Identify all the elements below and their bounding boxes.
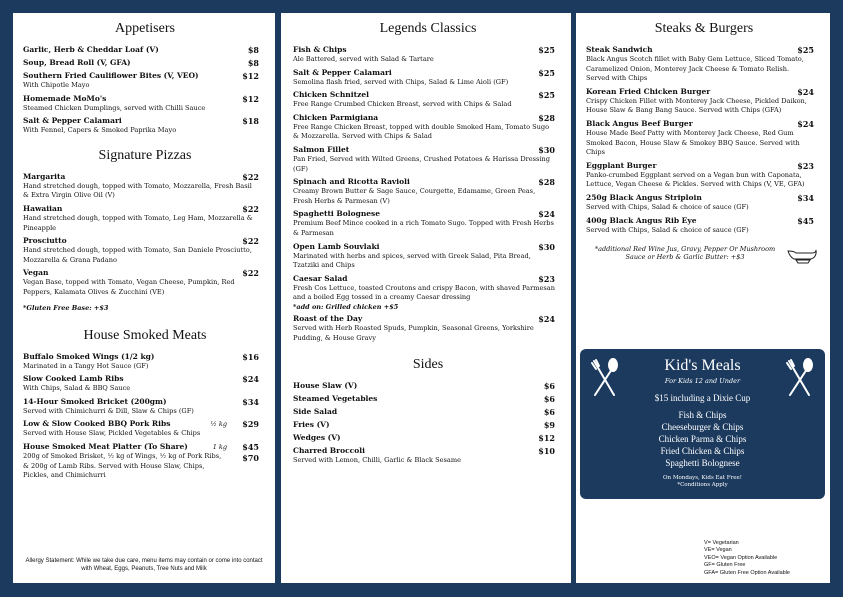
menu-item-description: Panko-crumbed Eggplant served on a Vegan bun with Caponata, Lettuce, Vegan Cheese & Pickles. Served with Chips (V, VE, GFA) <box>586 170 805 189</box>
sauce-note: *additional Red Wine Jus, Gravy, Pepper Or Mushroom Sauce or Herb & Garlic Butter: +$3 <box>594 245 776 262</box>
menu-item-name: Charred Broccoli <box>293 446 365 456</box>
menu-item <box>23 116 267 136</box>
legend-item: GFA= Gluten Free Option Available <box>704 569 790 576</box>
menu-item-name: Roast of the Day <box>293 313 363 323</box>
menu-item-description: Served with Herb Roasted Spuds, Pumpkin, Seasonal Greens, Yorkshire Pudding, & House Gravy <box>293 323 534 342</box>
menu-item <box>293 177 563 206</box>
menu-item-name: Salt & Pepper Calamari <box>293 67 392 77</box>
menu-item-price: $45 <box>242 441 259 452</box>
pizzas-list <box>23 172 267 298</box>
legends-list <box>293 45 563 343</box>
menu-item <box>23 236 267 265</box>
menu-item <box>586 87 822 116</box>
menu-item-description: Vegan Base, topped with Tomato, Vegan Cheese, Pumpkin, Red Peppers, Kalamata Olives & Zucchini (VE) <box>23 278 235 296</box>
menu-item-description: Premium Beef Mince cooked in a rich Tomato Sugo. Topped with Fresh Herbs & Parmesan <box>293 219 554 237</box>
menu-item <box>23 204 267 233</box>
menu-item-description: Served with Chips, Salad & choice of sauce (GF) <box>586 202 749 211</box>
menu-item-description: Served with Chips, Salad & choice of sauce (GF) <box>586 225 749 234</box>
menu-item <box>23 45 267 55</box>
menu-item <box>293 274 563 311</box>
menu-item-price: $6 <box>543 407 555 418</box>
menu-item-price: $10 <box>538 446 555 457</box>
menu-item <box>293 45 563 65</box>
menu-item <box>23 442 267 481</box>
menu-item-description: Creamy Brown Butter & Sage Sauce, Courgette, Edamame, Green Peas, Fresh Herbs & Parmesan (V) <box>293 187 536 205</box>
menu-item <box>293 145 563 174</box>
menu-item-name: Black Angus Beef Burger <box>586 118 693 128</box>
menu-item-price: $12 <box>538 433 555 444</box>
menu-item <box>293 446 563 466</box>
menu-item <box>23 268 267 297</box>
menu-item-price: $12 <box>242 71 259 81</box>
appetisers-list <box>23 45 267 136</box>
menu-item <box>293 433 563 443</box>
menu-item-name: Korean Fried Chicken Burger <box>586 86 711 96</box>
menu-item-description: Free Range Chicken Breast, topped with double Smoked Ham, Tomato Sugo & Mozzarella. Served with Chips & Salad <box>293 122 550 141</box>
menu-item-addon: *add on: Grilled chicken +$5 <box>293 302 399 311</box>
menu-item <box>23 374 267 394</box>
menu-item-price-large: $70 <box>242 452 259 463</box>
kids-meals-box <box>580 349 825 499</box>
menu-item-description: With Chips, Salad & BBQ Sauce <box>23 384 131 393</box>
menu-item-description: With Fennel, Capers & Smoked Paprika Mayo <box>23 126 177 135</box>
menu-item <box>293 90 563 110</box>
menu-item <box>23 58 267 68</box>
menu-item-name: Steak Sandwich <box>586 45 653 54</box>
menu-item-description: Crispy Chicken Fillet with Monterey Jack Cheese, Pickled Daikon, House Slaw & Bang Bang Sauce. Served with Chips (GFA) <box>586 96 807 115</box>
menu-panel-middle <box>281 13 571 583</box>
menu-item <box>23 352 267 372</box>
menu-item-description: Marinated in a Tangy Hot Sauce (GF) <box>23 361 149 370</box>
kids-deal: $15 including a Dixie Cup <box>654 393 751 403</box>
kids-item: Cheeseburger & Chips <box>661 422 744 432</box>
menu-item-price: $22 <box>242 236 259 247</box>
cutlery-icon <box>785 357 815 399</box>
menu-item <box>293 314 563 343</box>
menu-item <box>293 113 563 142</box>
menu-item-price: $8 <box>247 45 259 55</box>
kids-item: Fish & Chips <box>678 410 727 420</box>
menu-item-price: $22 <box>242 171 259 182</box>
menu-item <box>293 394 563 404</box>
kids-conditions: *Conditions Apply <box>677 482 728 488</box>
menu-item <box>23 419 267 439</box>
menu-item-description: Ale Battered, served with Salad & Tartare <box>293 55 434 63</box>
cutlery-icon <box>590 357 620 399</box>
menu-item-price: $16 <box>242 351 259 362</box>
menu-item-price: $29 <box>242 419 259 430</box>
menu-item-name: Garlic, Herb & Cheddar Loaf (V) <box>23 45 159 54</box>
menu-item-name: Homemade MoMo's <box>23 93 107 103</box>
menu-item-price: $9 <box>543 420 555 431</box>
appetisers-title: Appetisers <box>115 21 175 36</box>
menu-item-description: Free Range Crumbed Chicken Breast, served with Chips & Salad <box>293 100 512 109</box>
menu-item-name: House Slaw (V) <box>293 381 358 391</box>
menu-item <box>23 94 267 114</box>
kids-item: Spaghetti Bolognese <box>665 458 740 468</box>
menu-item-price: $25 <box>538 45 555 55</box>
legend-item: V= Vegetarian <box>704 539 739 546</box>
menu-item-price: $18 <box>242 116 259 127</box>
menu-item-name: Chicken Schnitzel <box>293 90 369 100</box>
steaks-list <box>586 45 822 235</box>
menu-item-name: Salt & Pepper Calamari <box>23 116 122 126</box>
menu-item-description: Steamed Chicken Dumplings, served with Chilli Sauce <box>23 103 206 112</box>
menu-item-description: Hand stretched dough, topped with Tomato, San Daniele Prosciutto, Mozzarella & Grana Padano <box>23 246 252 264</box>
menu-item-price: $25 <box>797 45 814 55</box>
menu-item-price: $8 <box>247 58 259 68</box>
menu-item <box>293 242 563 271</box>
legends-title: Legends Classics <box>379 21 477 36</box>
kids-title: Kid's Meals <box>664 357 741 374</box>
menu-item-description: With Chipotle Mayo <box>23 81 90 89</box>
menu-item-name: Salmon Fillet <box>293 144 350 154</box>
menu-item-name: 14-Hour Smoked Bricket (200gm) <box>23 396 167 406</box>
menu-item <box>586 45 822 84</box>
menu-item-description: Served with House Slaw, Pickled Vegetables & Chips <box>23 429 201 438</box>
menu-item-description: Marinated with herbs and spices, served with Greek Salad, Pita Bread, Tzatziki and Chips <box>293 251 531 270</box>
menu-item-description: Pan Fried, Served with Wilted Greens, Crushed Potatoes & Harissa Dressing (GF) <box>293 154 551 173</box>
menu-item-description: Black Angus Scotch fillet with Baby Gem Lettuce, Sliced Tomato, Caramelized Onion, Monterey Jack Cheese & Tomato Relish. Served with Chips <box>586 55 804 83</box>
kids-item: Chicken Parma & Chips <box>658 434 747 444</box>
menu-item-price: $12 <box>242 93 259 104</box>
steaks-title: Steaks & Burgers <box>654 21 754 36</box>
menu-item <box>293 407 563 417</box>
menu-item-price: $24 <box>538 313 555 324</box>
menu-item-price: $30 <box>538 241 555 252</box>
menu-item-price: $22 <box>242 268 259 279</box>
menu-item-name: Low & Slow Cooked BBQ Pork Ribs <box>23 419 171 429</box>
menu-item-price: $25 <box>538 90 555 101</box>
dietary-legend <box>704 540 790 578</box>
menu-item-name: Soup, Bread Roll (V, GFA) <box>23 58 131 67</box>
menu-item-price: $6 <box>543 394 555 405</box>
menu-item-price: $28 <box>538 177 555 188</box>
menu-item-price: $24 <box>797 86 814 97</box>
legend-item: VE= Vegan <box>704 547 732 553</box>
menu-item-name: Spaghetti Bolognese <box>293 209 381 219</box>
menu-item-name: Prosciutto <box>23 236 67 246</box>
menu-item-name: 250g Black Angus Striploin <box>586 192 702 202</box>
menu-item-name: Eggplant Burger <box>586 160 657 170</box>
menu-item-price: $23 <box>797 160 814 171</box>
menu-item <box>586 161 822 190</box>
menu-item <box>586 193 822 213</box>
menu-item-name: Steamed Vegetables <box>293 394 378 404</box>
menu-item-price: $34 <box>242 396 259 407</box>
kids-subtitle: For Kids 12 and Under <box>664 377 741 385</box>
menu-item-description: Semolina flash fried, served with Chips, Salad & Lime Aioli (GF) <box>293 77 509 86</box>
menu-item-description: Hand stretched dough, topped with Tomato, Leg Ham, Mozzarella & Pineapple <box>23 213 253 232</box>
menu-item-name: Caesar Salad <box>293 273 348 283</box>
menu-item <box>23 397 267 417</box>
menu-item-price: $24 <box>797 118 814 129</box>
menu-item-price: $23 <box>538 273 555 284</box>
menu-item <box>293 209 563 238</box>
menu-item-name: Spinach and Ricotta Ravioli <box>293 177 410 187</box>
menu-panel-left <box>13 13 275 583</box>
menu-item-price: $28 <box>538 112 555 123</box>
menu-item-description: Served with Lemon, Chilli, Garlic & Black Sesame <box>293 456 462 465</box>
menu-item-name: Margarita <box>23 171 66 181</box>
menu-item-name: Chicken Parmigiana <box>293 112 379 122</box>
menu-item <box>23 172 267 201</box>
menu-item-name: Vegan <box>23 268 49 278</box>
menu-item-name: 400g Black Angus Rib Eye <box>586 215 697 225</box>
menu-item-name: Southern Fried Cauliflower Bites (V, VEO) <box>23 71 199 80</box>
menu-item-description: 200g of Smoked Brisket, ½ kg of Wings, ½ kg of Pork Ribs, & 200g of Lamb Ribs. Served with House Slaw, Chips, Pickles, and Chimichurri <box>23 451 222 480</box>
menu-item-price: $34 <box>797 192 814 203</box>
menu-item-name: Fish & Chips <box>293 45 347 54</box>
menu-item-name: House Smoked Meat Platter (To Share) <box>23 441 188 451</box>
menu-panel-right <box>576 13 830 583</box>
menu-item-price: $45 <box>797 215 814 226</box>
menu-item-name: Buffalo Smoked Wings (1/2 kg) <box>23 351 155 361</box>
menu-item <box>293 420 563 430</box>
menu-item-description: Served with Chimichurri & Dill, Slaw & Chips (GF) <box>23 406 194 415</box>
menu-item-description: Fresh Cos Lettuce, toasted Croutons and crispy Bacon, with shaved Parmesan and a boiled Egg tossed in a creamy Caesar dressing <box>293 283 555 302</box>
menu-item-name: Hawaiian <box>23 203 63 213</box>
menu-item-description: Hand stretched dough, topped with Tomato, Mozzarella, Fresh Basil & Extra Virgin Olive Oil (V) <box>23 181 252 200</box>
menu-item-price: $24 <box>538 209 555 220</box>
sides-title: Sides <box>412 357 444 373</box>
menu-item-size: ½ kg <box>210 420 227 429</box>
legend-item: GF= Gluten Free <box>704 562 746 568</box>
menu-item-price: $22 <box>242 203 259 214</box>
menu-item-price: $24 <box>242 374 259 385</box>
menu-item-name: Side Salad <box>293 407 338 417</box>
menu-item-name: Slow Cooked Lamb Ribs <box>23 374 124 384</box>
menu-item-price: $6 <box>543 381 555 392</box>
menu-item <box>586 119 822 158</box>
kids-item: Fried Chicken & Chips <box>660 446 745 456</box>
menu-item-price: $25 <box>538 67 555 78</box>
allergy-statement: Allergy Statement: While we take due care, menu items may contain or come into contact with Wheat, Eggs, Peanuts, Tree Nuts and Milk <box>25 558 263 572</box>
smoked-list <box>23 352 267 481</box>
smoked-title: House Smoked Meats <box>83 327 207 343</box>
sides-list <box>293 381 563 466</box>
menu-item-name: Wedges (V) <box>293 433 341 443</box>
menu-item <box>23 71 267 91</box>
pizza-note: *Gluten Free Base: +$3 <box>23 303 109 312</box>
gravy-boat-icon <box>786 245 818 265</box>
menu-item-name: Fries (V) <box>293 420 330 430</box>
menu-item-price: $30 <box>538 144 555 155</box>
menu-item-description: House Made Beef Patty with Monterey Jack Cheese, Red Gum Smoked Bacon, House Slaw & Smokey BBQ Sauce. Served with Chips <box>586 128 800 157</box>
legend-item: VEO= Vegan Option Available <box>704 554 778 561</box>
menu-item <box>293 381 563 391</box>
menu-item-size: 1 kg <box>212 442 227 451</box>
menu-item <box>293 68 563 88</box>
pizzas-title: Signature Pizzas <box>98 147 192 163</box>
menu-item <box>586 216 822 236</box>
menu-item-name: Open Lamb Souvlaki <box>293 241 380 251</box>
kids-footer: On Mondays, Kids Eat Free! <box>663 475 742 481</box>
